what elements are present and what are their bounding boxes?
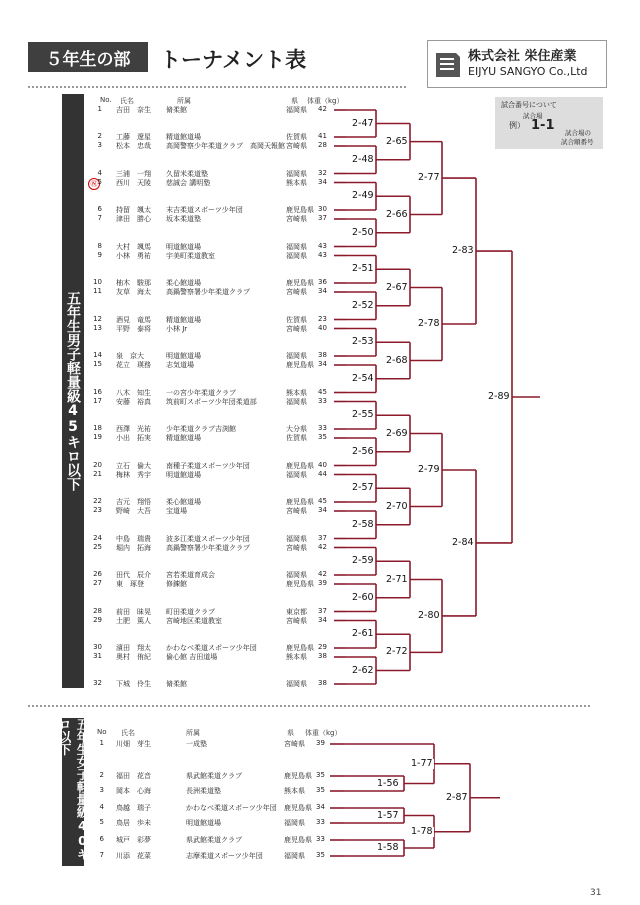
player-club: 波多江柔道スポーツ少年団 (166, 534, 250, 543)
player-pref: 東京都 (286, 607, 307, 616)
player-pref: 鹿児島県 (286, 498, 314, 506)
player-pref: 宮崎県 (286, 324, 307, 333)
player-weight: 37 (318, 533, 327, 542)
match-label-r3: 2-78 (418, 318, 440, 329)
player-weight: 45 (318, 497, 327, 505)
player-no: 6 (97, 205, 102, 213)
header-pref: 県 (287, 729, 294, 737)
match-label-r2: 2-66 (386, 208, 408, 220)
player-pref: 宮崎県 (286, 616, 307, 625)
player-no: 24 (93, 533, 102, 542)
header-pref: 県 (291, 97, 298, 105)
match-label-r2: 2-65 (386, 135, 408, 147)
header-club: 所属 (186, 729, 200, 737)
page-number: 31 (590, 888, 602, 898)
player-name: 鳥越 瑞子 (116, 804, 151, 812)
player-weight: 38 (318, 351, 327, 359)
player-name: 吉田 奈生 (116, 106, 151, 114)
player-weight: 42 (318, 542, 327, 551)
company-name-jp: 株式会社 栄住産業 (468, 49, 577, 64)
player-pref: 福岡県 (286, 534, 307, 543)
player-name: 川添 花菜 (116, 852, 151, 860)
player-club: 修錬館 (166, 580, 187, 588)
player-name: 土肥 篤人 (116, 616, 151, 625)
player-club: 一の宮少年柔道クラブ (166, 388, 236, 397)
company-name-en: EIJYU SANGYO Co.,Ltd (468, 65, 588, 78)
player-no: 13 (93, 323, 102, 332)
match-label-r3: 2-77 (418, 172, 440, 184)
player-pref: 熊本県 (284, 787, 305, 795)
player-weight: 29 (318, 643, 327, 651)
player-weight: 41 (318, 132, 327, 140)
header-name: 氏名 (121, 729, 135, 737)
player-name: 堀内 拓海 (116, 543, 151, 552)
player-weight: 34 (318, 615, 327, 624)
header-no: No. (100, 96, 112, 104)
player-club: 県武館柔道クラブ (186, 836, 242, 844)
player-club: 明道館道場 (186, 819, 221, 827)
player-no: 22 (93, 497, 102, 505)
player-pref: 福岡県 (286, 470, 307, 479)
player-pref: 宮崎県 (286, 142, 307, 150)
player-name: 東 琢登 (116, 580, 144, 588)
player-weight: 43 (318, 250, 327, 259)
player-no: 17 (93, 396, 102, 405)
match-label-r4: 2-83 (452, 245, 474, 257)
match-label-r1: 2-50 (352, 226, 374, 238)
boys-division-title: 五年生男子軽量級45キロ以下 (62, 94, 84, 688)
player-weight: 38 (318, 679, 327, 687)
player-club: 柔心館道場 (166, 498, 201, 506)
player-weight: 28 (318, 141, 327, 149)
match-label-r1: 2-56 (352, 445, 374, 457)
match-label-r1: 2-54 (352, 372, 374, 384)
player-club: 県武館柔道クラブ (186, 772, 242, 780)
player-club: 末吉柔道スポーツ少年団 (166, 206, 243, 214)
player-no: 14 (93, 351, 102, 359)
match-label-final: 2-89 (488, 391, 510, 402)
player-club: 宮崎地区柔道教室 (166, 616, 222, 625)
header-name: 氏名 (120, 97, 134, 105)
player-weight: 36 (318, 278, 327, 286)
player-pref: 宮崎県 (286, 507, 307, 515)
player-pref: 佐賀県 (286, 434, 307, 442)
player-name: 酒見 竜馬 (116, 315, 151, 324)
player-name: 松本 忠哉 (116, 142, 151, 150)
player-name: 西川 天陵 (116, 178, 151, 187)
player-pref: 鹿児島県 (286, 361, 314, 369)
player-club: 町田柔道クラブ (166, 607, 215, 616)
player-weight: 34 (316, 803, 325, 811)
match-label-r1: 2-59 (352, 555, 374, 567)
player-no: 4 (99, 803, 104, 811)
player-club: かわなべ柔道スポーツ少年団 (186, 804, 277, 812)
player-weight: 37 (318, 606, 327, 615)
match-label-r2: 2-71 (386, 573, 408, 585)
seed-marker-icon: ㊗ (88, 178, 100, 190)
match-label-r1: 2-61 (352, 628, 374, 640)
player-club: 脩柔館 (166, 106, 187, 114)
player-pref: 鹿児島県 (286, 206, 314, 214)
legend-line1: 試合場 (523, 112, 543, 120)
legend-title: 試合番号について (501, 101, 557, 109)
player-pref: 福岡県 (286, 680, 307, 688)
player-no: 32 (93, 679, 102, 687)
player-pref: 鹿児島県 (286, 461, 314, 470)
player-name: 花立 瑛務 (116, 361, 151, 369)
match-label-r1: 2-62 (352, 664, 374, 676)
match-label: 1-77 (411, 757, 433, 769)
player-pref: 宮崎県 (286, 288, 307, 296)
player-pref: 宮崎県 (286, 543, 307, 552)
player-name: 持留 颯太 (116, 206, 151, 214)
match-label: 1-57 (377, 809, 399, 821)
match-label-r1: 2-47 (352, 117, 374, 129)
player-name: 八木 知生 (116, 388, 151, 397)
player-name: 三浦 一翔 (116, 169, 151, 178)
player-weight: 42 (318, 105, 327, 113)
player-weight: 35 (316, 771, 325, 779)
match-label: 1-58 (377, 842, 399, 853)
player-no: 8 (97, 241, 102, 250)
player-name: 大村 颯馬 (116, 242, 151, 251)
player-weight: 23 (318, 314, 327, 323)
player-pref: 大分県 (286, 425, 307, 433)
player-weight: 34 (318, 177, 327, 186)
player-club: 久留米柔道塾 (166, 169, 208, 178)
player-no: 29 (93, 615, 102, 624)
player-name: 城戸 彩夢 (116, 836, 151, 844)
legend-example: 例） (509, 121, 525, 130)
player-weight: 34 (318, 287, 327, 295)
player-pref: 福岡県 (284, 819, 305, 827)
player-pref: 福岡県 (286, 571, 307, 579)
player-no: 25 (93, 542, 102, 551)
player-pref: 鹿児島県 (286, 580, 314, 588)
player-weight: 40 (318, 460, 327, 469)
player-weight: 40 (318, 323, 327, 332)
player-no: 9 (97, 250, 102, 259)
match-label-r1: 2-57 (352, 482, 374, 494)
player-club: 少年柔道クラブ吉渕館 (166, 425, 236, 433)
player-name: 福田 花音 (116, 772, 151, 780)
player-weight: 32 (318, 168, 327, 177)
player-no: 1 (97, 105, 102, 113)
player-weight: 33 (318, 396, 327, 405)
player-name: 立石 倫大 (116, 461, 151, 470)
player-no: 10 (93, 278, 102, 286)
match-label-r2: 2-68 (386, 354, 408, 366)
player-weight: 34 (318, 506, 327, 514)
player-no: 28 (93, 606, 102, 615)
player-weight: 33 (318, 424, 327, 432)
player-name: 西澤 光祐 (116, 425, 151, 433)
player-name: 中島 瑞貴 (116, 534, 151, 543)
section-label: ５年生の部 (28, 42, 148, 72)
player-no: 11 (93, 287, 102, 295)
player-no: 31 (93, 652, 102, 660)
player-pref: 鹿児島県 (284, 836, 312, 844)
player-pref: 福岡県 (286, 242, 307, 251)
player-weight: 45 (318, 387, 327, 396)
player-club: かわなべ柔道スポーツ少年団 (166, 644, 257, 652)
player-name: 小林 勇祐 (116, 251, 151, 260)
match-label: 1-56 (377, 777, 399, 789)
player-pref: 佐賀県 (286, 315, 307, 324)
player-name: 田代 辰介 (116, 571, 151, 579)
player-club: 小林 Jr (166, 324, 188, 333)
player-no: 26 (93, 570, 102, 578)
player-pref: 福岡県 (286, 106, 307, 114)
player-club: 明道館道場 (166, 242, 201, 251)
player-weight: 37 (318, 214, 327, 222)
player-club: 高岡警察少年柔道クラブ 高岡天報館 (166, 142, 285, 150)
player-name: 下城 伶生 (116, 680, 151, 688)
player-pref: 福岡県 (286, 169, 307, 178)
player-pref: 鹿児島県 (286, 644, 314, 652)
match-label-r2: 2-72 (386, 646, 408, 658)
player-name: 安藤 裕真 (116, 397, 151, 406)
player-weight: 42 (318, 570, 327, 578)
player-club: 宝道場 (166, 507, 187, 515)
player-club: 明道館道場 (166, 470, 201, 479)
match-label-r4: 2-84 (452, 536, 474, 548)
player-no: 16 (93, 387, 102, 396)
player-pref: 福岡県 (284, 852, 305, 860)
player-club: 明道館道場 (166, 352, 201, 360)
player-club: 精道館道場 (166, 434, 201, 442)
player-pref: 鹿児島県 (284, 772, 312, 780)
player-name: 平野 泰将 (116, 324, 151, 333)
player-club: 柔心館道場 (166, 279, 201, 287)
player-club: 高鍋警察署少年柔道クラブ (166, 543, 250, 552)
match-label-r2: 2-69 (386, 427, 408, 439)
legend-value: 1-1 (531, 118, 555, 133)
player-name: 小出 拓実 (116, 434, 151, 442)
match-label-r3: 2-80 (418, 609, 440, 621)
player-weight: 33 (316, 818, 325, 826)
player-club: 脩柔館 (166, 680, 187, 688)
player-name: 前田 昧晃 (116, 607, 151, 616)
player-no: 23 (93, 506, 102, 514)
page-title: トーナメント表 (160, 48, 307, 72)
player-pref: 熊本県 (286, 178, 307, 187)
player-pref: 福岡県 (286, 352, 307, 360)
player-no: 12 (93, 314, 102, 323)
player-weight: 35 (318, 433, 327, 441)
player-pref: 宮崎県 (284, 740, 305, 748)
player-name: 川畑 芽生 (116, 740, 151, 748)
player-name: 野崎 大吾 (116, 507, 151, 515)
player-no: 3 (97, 141, 102, 149)
player-pref: 熊本県 (286, 653, 307, 661)
player-club: 長洲柔道塾 (186, 787, 221, 795)
player-no: 18 (93, 424, 102, 432)
match-label-r1: 2-53 (352, 336, 374, 348)
player-pref: 鹿児島県 (284, 804, 312, 812)
player-name: 濱田 翔太 (116, 644, 151, 652)
match-label-r2: 2-70 (386, 500, 408, 512)
player-name: 梅林 秀宇 (116, 470, 151, 479)
legend-line2: 試合場の (565, 129, 591, 137)
player-weight: 34 (318, 360, 327, 368)
player-name: 岡本 心海 (116, 787, 151, 795)
player-name: 友草 海太 (116, 288, 151, 296)
player-no: 19 (93, 433, 102, 441)
match-label-r1: 2-51 (352, 263, 374, 275)
player-club: 精道館道場 (166, 133, 201, 141)
player-no: 15 (93, 360, 102, 368)
player-no: 7 (99, 851, 104, 859)
header-weight: 体重（kg） (307, 97, 344, 105)
player-club: 筑前町スポーツ少年団柔道部 (166, 397, 257, 406)
match-label-r1: 2-52 (352, 299, 374, 311)
player-club: 高鍋警察署少年柔道クラブ (166, 288, 250, 296)
player-no: 30 (93, 643, 102, 651)
match-label: 1-78 (411, 825, 433, 837)
player-name: 泉 京大 (116, 352, 144, 360)
match-label-r1: 2-60 (352, 591, 374, 603)
match-label-r1: 2-58 (352, 518, 374, 530)
player-no: 5 (97, 177, 102, 186)
player-weight: 39 (316, 739, 325, 747)
player-no: 2 (97, 132, 102, 140)
player-weight: 39 (318, 579, 327, 587)
match-label-r1: 2-48 (352, 153, 374, 165)
match-label-r3: 2-79 (418, 464, 440, 475)
player-weight: 43 (318, 241, 327, 250)
match-label-r1: 2-55 (352, 409, 374, 421)
player-pref: 福岡県 (286, 397, 307, 406)
player-club: 志摩柔道スポーツ少年団 (186, 852, 263, 860)
player-pref: 熊本県 (286, 388, 307, 397)
player-no: 6 (99, 835, 104, 843)
player-club: 南種子柔道スポーツ少年団 (166, 461, 250, 470)
player-no: 27 (93, 579, 102, 587)
player-no: 3 (99, 786, 104, 794)
header-club: 所属 (177, 97, 191, 105)
player-club: 倫心館 吉田道場 (166, 653, 218, 661)
player-name: 工藤 遼星 (116, 133, 151, 141)
match-label: 2-87 (446, 791, 468, 803)
player-pref: 宮崎県 (286, 215, 307, 223)
player-club: 精道館道場 (166, 315, 201, 324)
player-club: 志気道場 (166, 361, 194, 369)
player-no: 1 (99, 739, 104, 747)
player-name: 柚木 駿那 (116, 279, 151, 287)
header-weight: 体重（kg） (305, 729, 342, 737)
legend-line3: 試合順番号 (561, 138, 594, 146)
player-pref: 佐賀県 (286, 133, 307, 141)
player-name: 吉元 翔悟 (116, 498, 151, 506)
player-weight: 33 (316, 835, 325, 843)
girls-division-title: 五年生女子軽量級40キロ以下 (62, 718, 84, 866)
match-label-r2: 2-67 (386, 281, 408, 293)
player-weight: 38 (318, 652, 327, 660)
player-weight: 35 (316, 786, 325, 794)
player-no: 20 (93, 460, 102, 469)
player-no: 21 (93, 469, 102, 478)
player-name: 奥村 侑紀 (116, 653, 151, 661)
player-club: 宇美町柔道教室 (166, 251, 215, 260)
match-label-r1: 2-49 (352, 190, 374, 202)
player-club: 坂本柔道塾 (166, 215, 201, 223)
player-no: 2 (99, 771, 104, 779)
player-pref: 福岡県 (286, 251, 307, 260)
player-club: 一成塾 (186, 740, 207, 748)
player-weight: 44 (318, 469, 327, 478)
player-club: 宮若柔道育成会 (166, 571, 215, 579)
player-weight: 35 (316, 851, 325, 859)
player-pref: 鹿児島県 (286, 279, 314, 287)
player-no: 7 (97, 214, 102, 222)
player-name: 鳥居 歩未 (116, 819, 151, 827)
player-no: 5 (99, 818, 104, 826)
player-club: 慈誠会 講明塾 (166, 178, 211, 187)
player-name: 津田 勝心 (116, 215, 151, 223)
player-no: 4 (97, 168, 102, 177)
header-no: No (97, 728, 107, 736)
player-weight: 30 (318, 205, 327, 213)
